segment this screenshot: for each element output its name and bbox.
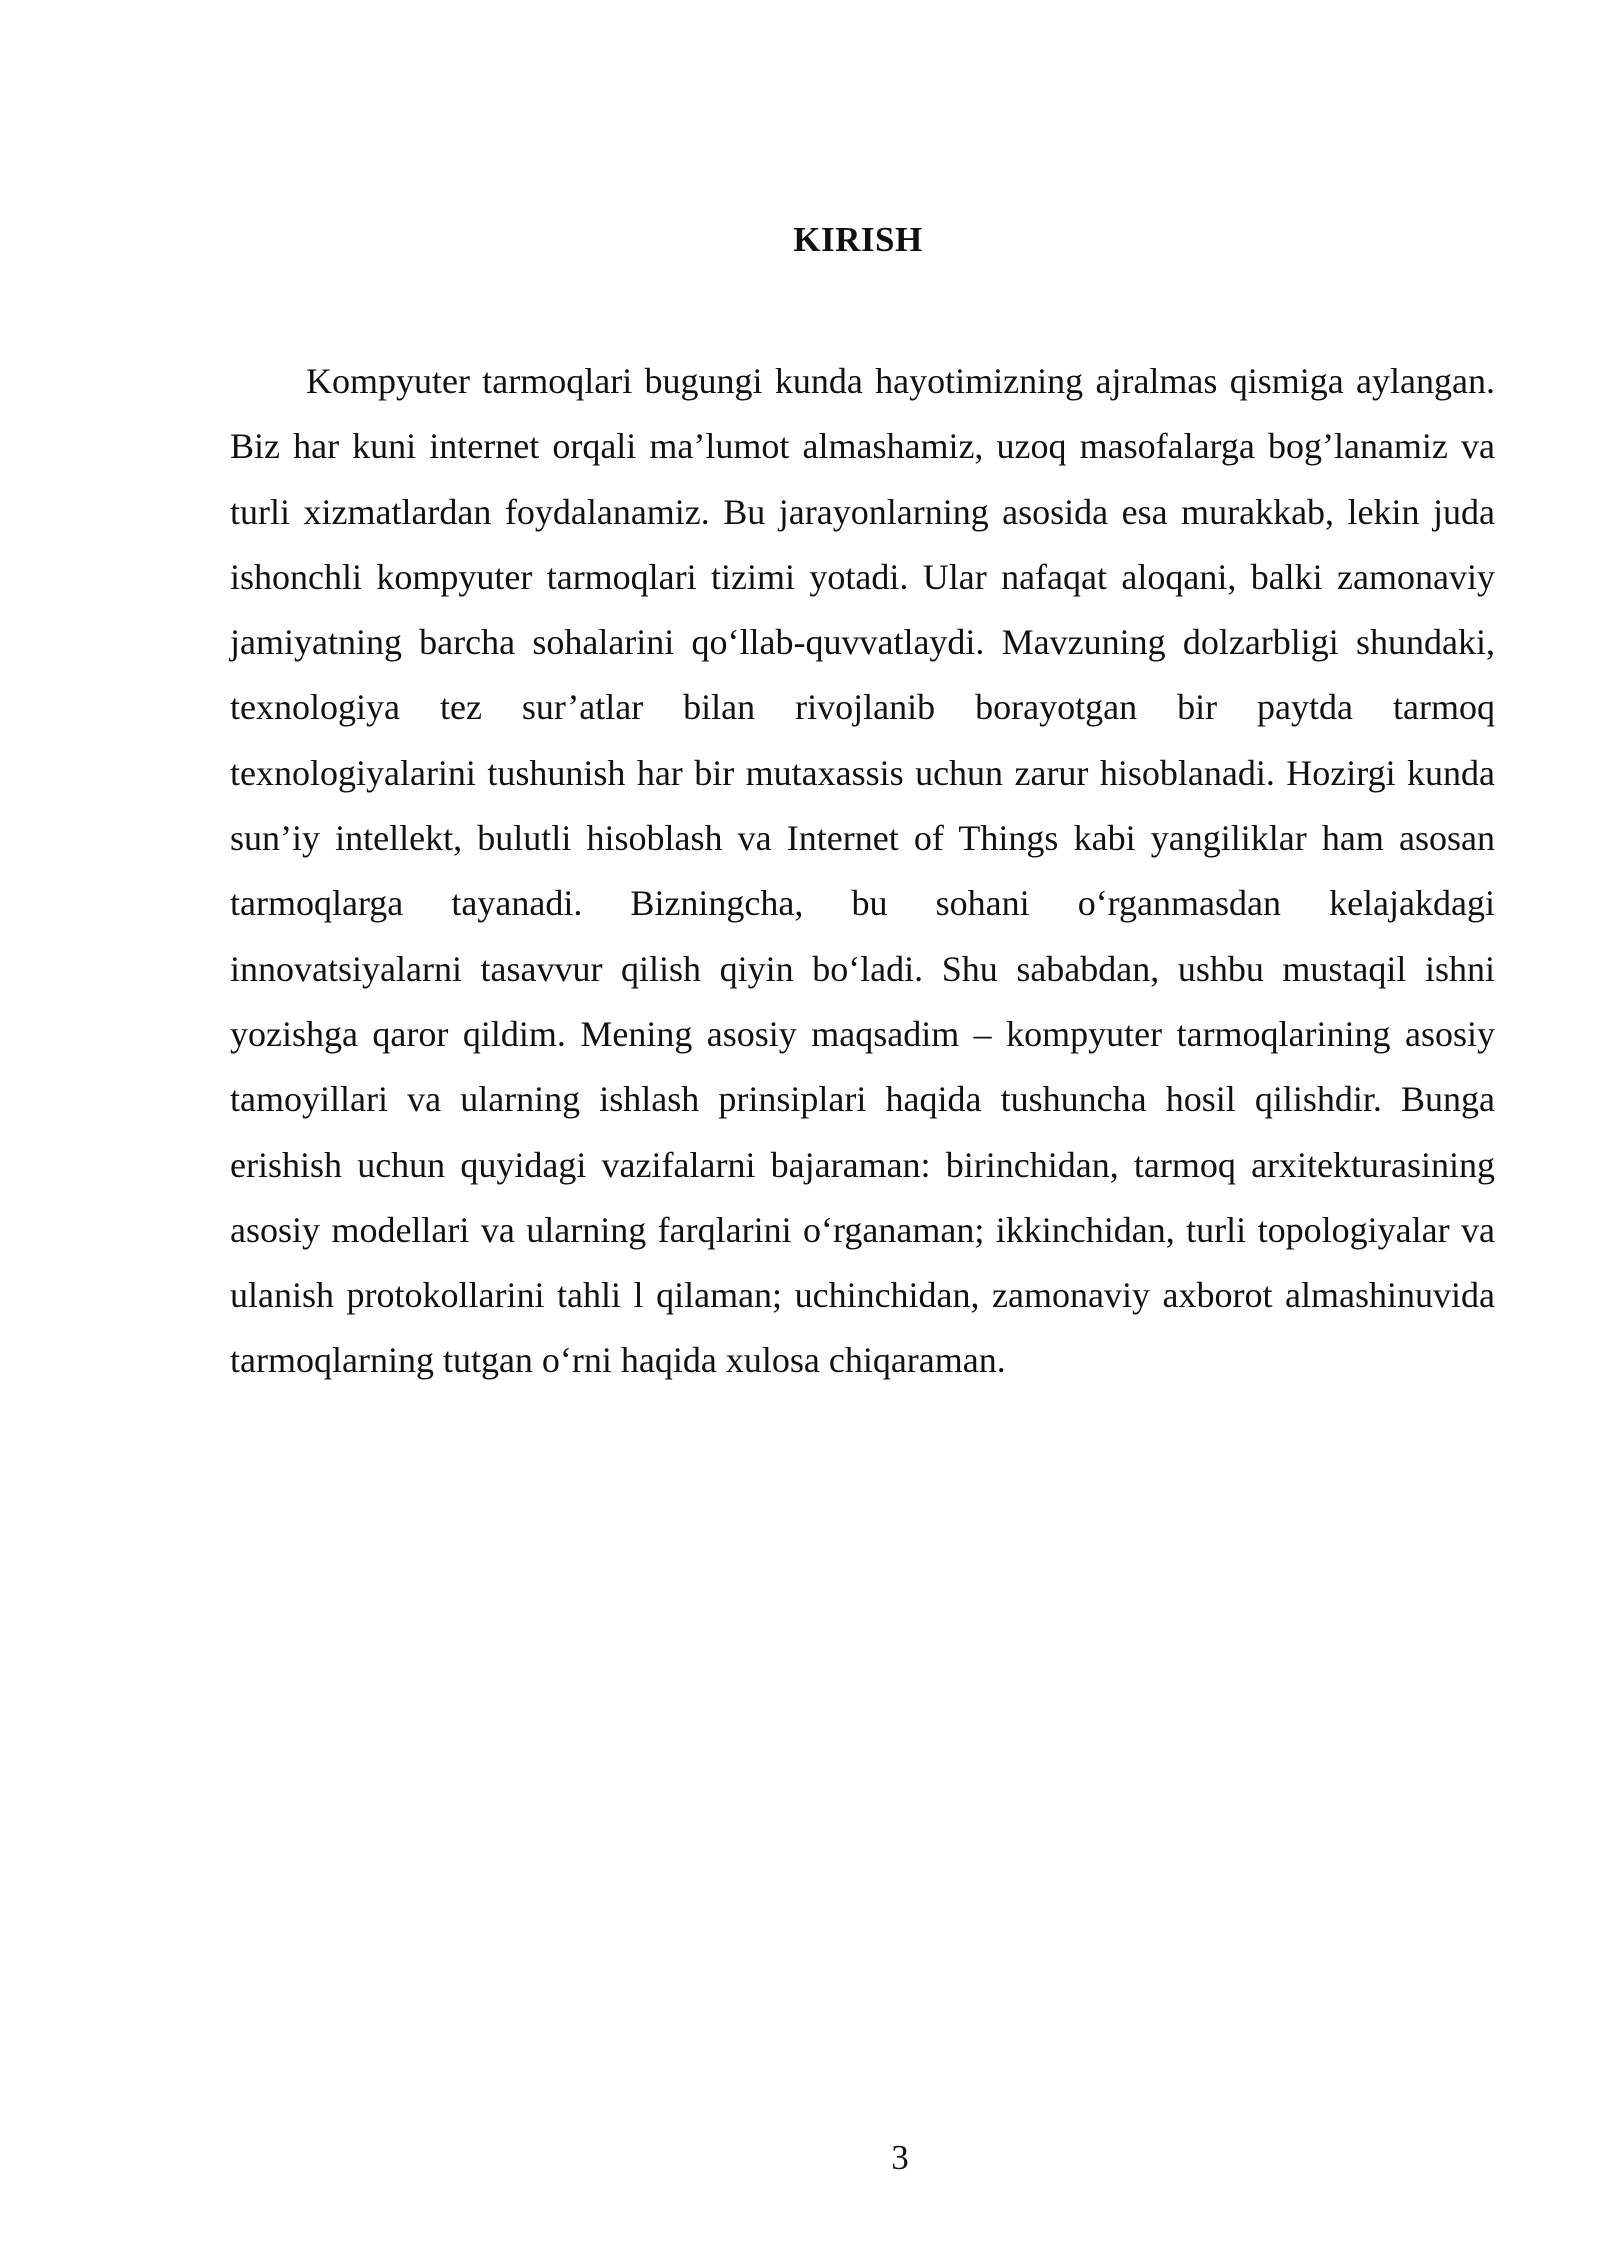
section-title: KIRISH — [793, 220, 923, 259]
page-number: 3 — [891, 2138, 909, 2177]
intro-paragraph: Kompyuter tarmoqlari bugungi kunda hayotimizning ajralmas qismiga aylangan. Biz har kuni internet orqali ma’lumot almashamiz, uzoq masofalarga bog’lanamiz va turli xizmatlardan foydalanamiz. Bu jarayonlarning asosida esa murakkab, lekin juda ishonchli kompyuter tarmoqlari tizimi yotadi. Ular nafaqat aloqani, balki zamonaviy jamiyatning barcha sohalarini qo‘llab-quvvatlaydi. Mavzuning dolzarbligi shundaki, texnologiya tez sur’atlar bilan rivojlanib borayotgan bir paytda tarmoq texnologiyalarini tushunish har bir mutaxassis uchun zarur hisoblanadi. Hozirgi kunda sun’iy intellekt, bulutli hisoblash va Internet of Things kabi yangiliklar ham asosan tarmoqlarga tayanadi. Bizningcha, bu sohani o‘rganmasdan kelajakdagi innovatsiyalarni tasavvur qilish qiyin bo‘ladi. Shu sababdan, ushbu mustaqil ishni yozishga qaror qildim. Mening asosiy maqsadim – kompyuter tarmoqlarining asosiy tamoyillari va ularning ishlash prinsiplari haqida tushuncha hosil qilishdir. Bunga erishish uchun quyidagi vazifalarni bajaraman: birinchidan, tarmoq arxitekturasining asosiy modellari va ularning farqlarini o‘rganaman; ikkinchidan, turli topologiyalar va ulanish protokollarini tahli l qilaman; uchinchidan, zamonaviy axborot almashinuvida tarmoqlarning tutgan o‘rni haqida xulosa chiqaraman. — [230, 361, 1495, 1381]
